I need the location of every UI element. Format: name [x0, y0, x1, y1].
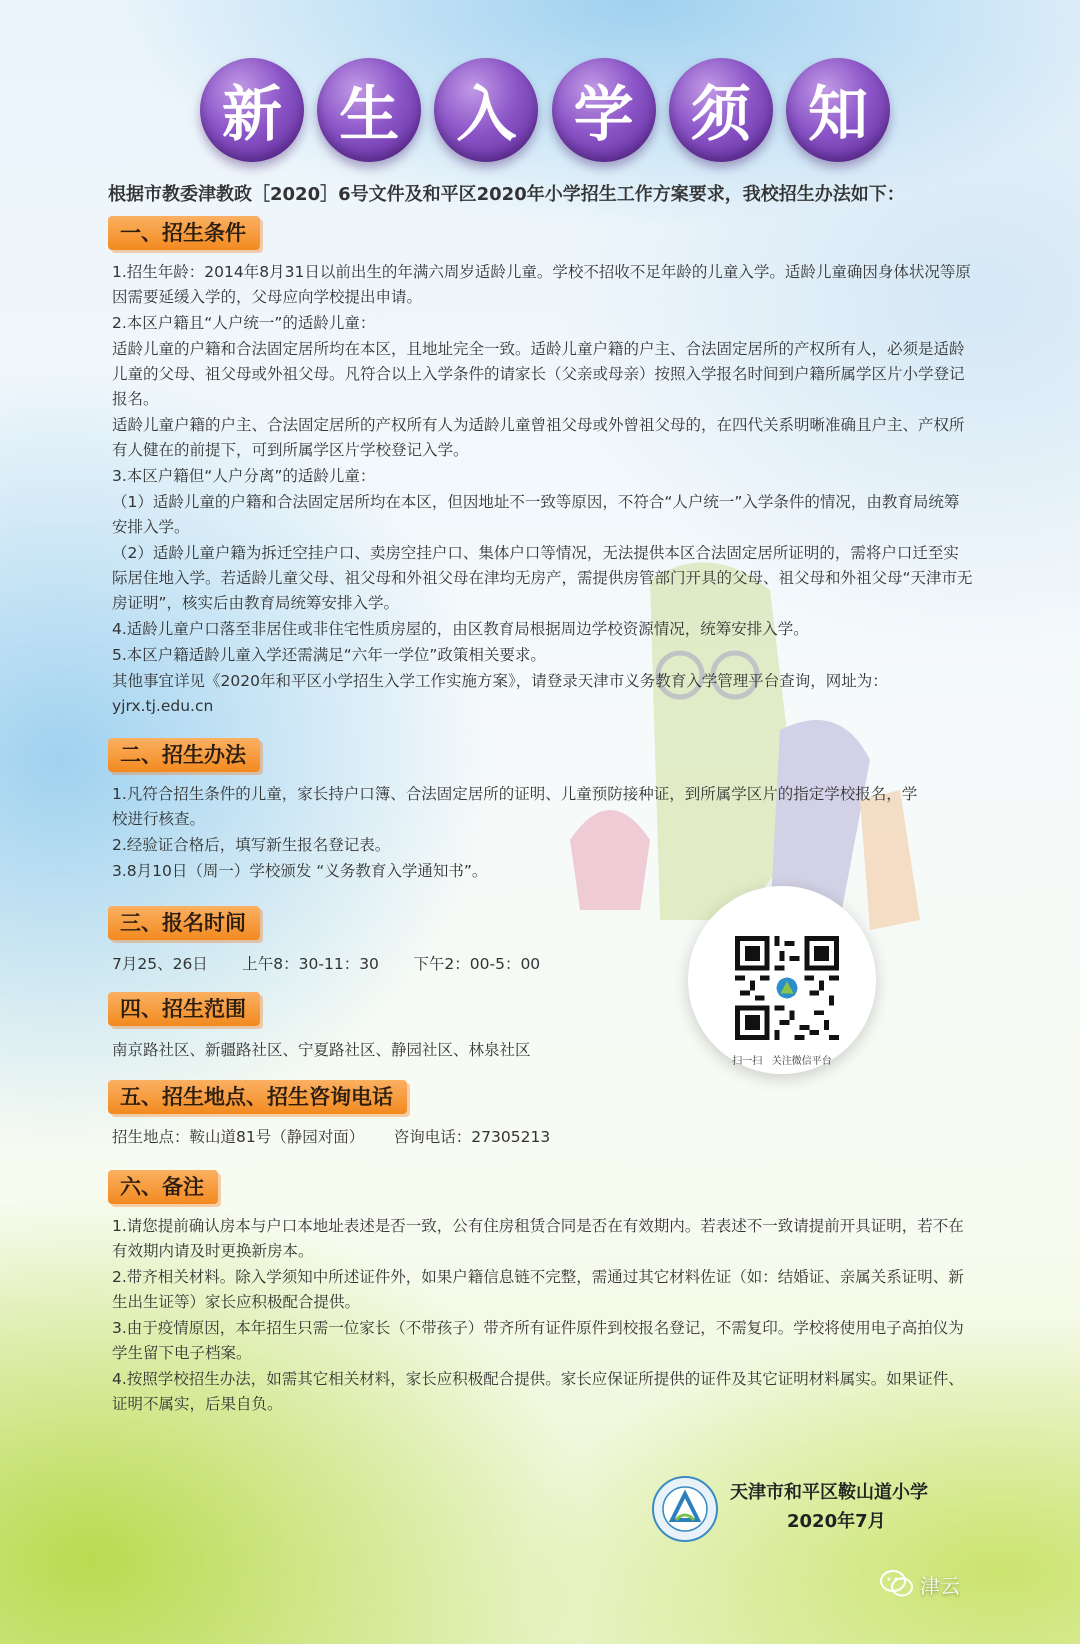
- title-char-1: 新: [200, 58, 304, 162]
- paragraph: 3.由于疫情原因，本年招生只需一位家长（不带孩子）带齐所有证件原件到校报名登记，不需复印。学校将使用电子高拍仪为学生留下电子档案。: [112, 1319, 964, 1362]
- wechat-qr-card: [688, 886, 876, 1074]
- section-body-method: [112, 782, 932, 885]
- page-title: [200, 58, 890, 178]
- section-body-conditions: [112, 260, 974, 720]
- paragraph: 适龄儿童户籍的户主、合法固定居所的产权所有人为适龄儿童曾祖父母或外曾祖父母的，在四代关系明晰准确且户主、产权所有人健在的前提下，可到所属学区片学校登记入学。: [112, 416, 965, 459]
- title-char-3: 入: [434, 58, 538, 162]
- paragraph: 5.本区户籍适龄儿童入学还需满足“六年一学位”政策相关要求。: [112, 646, 546, 664]
- section-heading-conditions: 一、招生条件: [108, 216, 260, 250]
- section-heading-location-phone: 五、招生地点、招生咨询电话: [108, 1080, 407, 1114]
- watermark-text: 津云: [920, 1573, 960, 1598]
- title-char-6: 知: [786, 58, 890, 162]
- paragraph: 2.本区户籍且“人户统一”的适龄儿童：: [112, 314, 376, 332]
- paragraph: 3.本区户籍但“人户分离”的适龄儿童：: [112, 467, 376, 485]
- paragraph: 南京路社区、新疆路社区、宁夏路社区、静园社区、林泉社区: [112, 1041, 531, 1059]
- paragraph: 3.8月10日（周一）学校颁发 “义务教育入学通知书”。: [112, 862, 488, 880]
- paragraph: （1）适龄儿童的户籍和合法固定居所均在本区，但因地址不一致等原因，不符合“人户统一”入学条件的情况，由教育局统筹安排入学。: [112, 493, 960, 536]
- paragraph: （2）适龄儿童户籍为拆迁空挂户口、卖房空挂户口、集体户口等情况，无法提供本区合法固定居所证明的，需将户口迁至实际居住地入学。若适龄儿童父母、祖父母和外祖父母在津均无房产，需提供房管部门开具的父母、祖父母和外祖父母“天津市无房证明”，核实后由教育局统筹安排入学。: [112, 544, 973, 612]
- section-heading-registration-time: 三、报名时间: [108, 906, 260, 940]
- qr-code-icon[interactable]: [735, 936, 839, 1040]
- school-logo-icon: [652, 1476, 718, 1542]
- qr-caption: 扫一扫 关注微信平台: [732, 1056, 832, 1067]
- source-watermark: [880, 1566, 960, 1602]
- paragraph: 2.经验证合格后，填写新生报名登记表。: [112, 836, 391, 854]
- paragraph: 适龄儿童的户籍和合法固定居所均在本区，且地址完全一致。适龄儿童户籍的户主、合法固定居所的产权所有人，必须是适龄儿童的父母、祖父母或外祖父母。凡符合以上入学条件的请家长（父亲或母亲）按照入学报名时间到户籍所属学区片小学登记报名。: [112, 340, 965, 408]
- section-heading-method: 二、招生办法: [108, 738, 260, 772]
- section-heading-notes: 六、备注: [108, 1170, 218, 1204]
- section-heading-scope: 四、招生范围: [108, 992, 260, 1026]
- title-char-5: 须: [669, 58, 773, 162]
- title-char-2: 生: [317, 58, 421, 162]
- wechat-icon: [880, 1570, 914, 1598]
- paragraph: 4.按照学校招生办法，如需其它相关材料，家长应积极配合提供。家长应保证所提供的证件及其它证明材料属实。如果证件、证明不属实，后果自负。: [112, 1370, 964, 1413]
- paragraph: 招生地点：鞍山道81号（静园对面） 咨询电话：27305213: [112, 1128, 551, 1146]
- intro-text: 根据市教委津教政［2020］6号文件及和平区2020年小学招生工作方案要求，我校招生办法如下：: [108, 184, 905, 205]
- section-body-notes: [112, 1214, 974, 1418]
- paragraph: 4.适龄儿童户口落至非居住或非住宅性质房屋的，由区教育局根据周边学校资源情况，统筹安排入学。: [112, 620, 809, 638]
- section-body-location-phone: [112, 1125, 672, 1151]
- paragraph: 2.带齐相关材料。除入学须知中所述证件外，如果户籍信息链不完整，需通过其它材料佐证（如：结婚证、亲属关系证明、新生出生证等）家长应积极配合提供。: [112, 1268, 964, 1311]
- paragraph: 1.请您提前确认房本与户口本地址表述是否一致，公有住房租赁合同是否在有效期内。若表述不一致请提前开具证明，若不在有效期内请及时更换新房本。: [112, 1217, 964, 1260]
- section-body-registration-time: [112, 952, 672, 978]
- paragraph: 7月25、26日 上午8：30-11：30 下午2：00-5：00: [112, 955, 541, 973]
- issue-date: 2020年7月: [787, 1511, 886, 1532]
- paragraph: 其他事宜详见《2020年和平区小学招生入学工作实施方案》，请登录天津市义务教育入学管理平台查询，网址为：yjrx.tj.edu.cn: [112, 672, 888, 715]
- paragraph: 1.凡符合招生条件的儿童，家长持户口簿、合法固定居所的证明、儿童预防接种证，到所属学区片的指定学校报名，学校进行核查。: [112, 785, 918, 828]
- title-char-4: 学: [552, 58, 656, 162]
- section-body-scope: [112, 1038, 672, 1064]
- paragraph: 1.招生年龄：2014年8月31日以前出生的年满六周岁适龄儿童。学校不招收不足年龄的儿童入学。适龄儿童确因身体状况等原因需要延缓入学的，父母应向学校提出申请。: [112, 263, 971, 306]
- school-name: 天津市和平区鞍山道小学: [730, 1482, 928, 1503]
